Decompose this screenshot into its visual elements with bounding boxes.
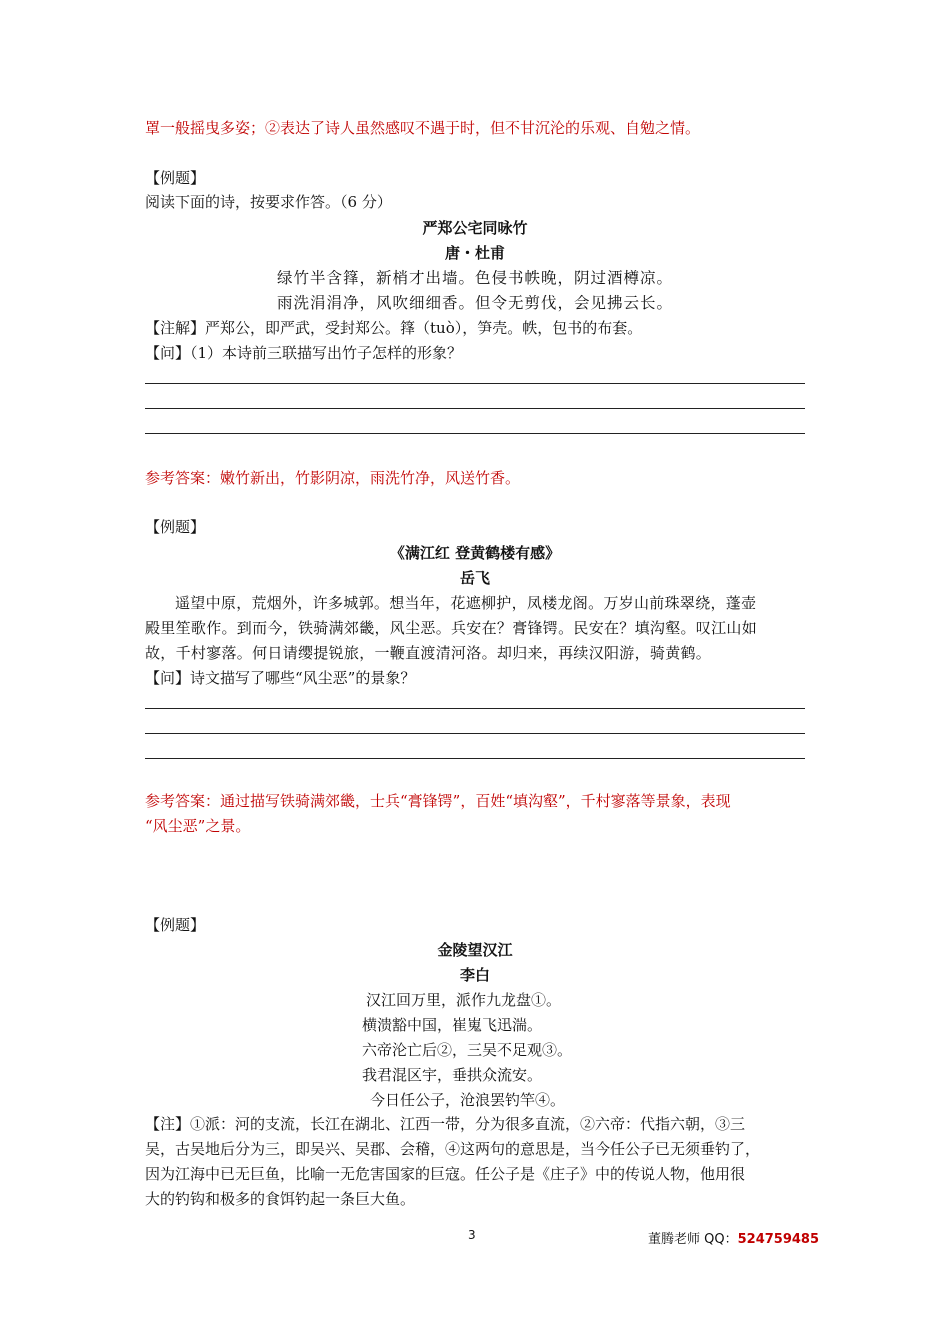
example-label-3: 【例题】 (145, 916, 206, 934)
poem-line: 横溃豁中国，崔嵬飞迅湍。 (362, 1016, 543, 1034)
footer-qq-number: 524759485 (737, 1232, 820, 1247)
note-3: 【注】①派：河的支流，长江在湖北、江西一带，分为很多直流，②六帝：代指六朝，③三 (145, 1115, 746, 1133)
poem-line: 汉江回万里，派作九龙盘①。 (366, 991, 562, 1009)
poem-line: 六帝沦亡后②，三吴不足观③。 (362, 1041, 573, 1059)
poem-line: 绿竹半含箨，新梢才出墙。色侵书帙晚，阴过酒樽凉。 (276, 269, 673, 287)
poem-author-1: 唐・杜甫 (444, 244, 505, 262)
question-1: 【问】（1）本诗前三联描写出竹子怎样的形象？ (145, 344, 463, 362)
answer-line (145, 758, 805, 759)
example-label-1: 【例题】 (145, 169, 206, 187)
poem-author-2: 岳飞 (459, 569, 490, 587)
answer-2-line2: “风尘恶”之景。 (145, 817, 251, 835)
note-1: 【注解】严郑公，即严武，受封郑公。箨（tuò），笋壳。帙，包书的布套。 (145, 319, 643, 337)
note-3: 因为江海中已无巨鱼，比喻一无危害国家的巨寇。任公子是《庄子》中的传说人物，他用很 (145, 1165, 746, 1183)
answer-line (145, 433, 805, 434)
answer-line (145, 733, 805, 734)
poem-title-1: 严郑公宅同咏竹 (422, 219, 528, 237)
poem-line: 我君混区宇，垂拱众流安。 (362, 1066, 543, 1084)
poem-line: 今日任公子，沧浪罢钓竿④。 (370, 1091, 566, 1109)
lyric-line: 遥望中原，荒烟外，许多城郭。想当年，花遮柳护，凤楼龙阁。万岁山前珠翠绕，蓬壶 (175, 594, 757, 612)
answer-line (145, 383, 805, 384)
poem-title-3: 金陵望汉江 (437, 941, 513, 959)
poem-author-3: 李白 (459, 966, 490, 984)
answer-line (145, 408, 805, 409)
poem-line: 雨洗涓涓净，风吹细细香。但令无剪伐，会见拂云长。 (276, 294, 673, 312)
note-3: 大的钓钩和极多的食饵钓起一条巨大鱼。 (145, 1190, 416, 1208)
intro-answer: 罩一般摇曳多姿；②表达了诗人虽然感叹不遇于时，但不甘沉沦的乐观、自勉之情。 (145, 119, 701, 137)
footer-contact (648, 1228, 819, 1247)
footer-teacher: 董腾老师 QQ： (648, 1232, 738, 1247)
question-2: 【问】诗文描写了哪些“风尘恶”的景象？ (145, 669, 416, 687)
answer-2-line1: 参考答案：通过描写铁骑满郊畿，士兵“膏锋锷”，百姓“填沟壑”，千村寥落等景象，表现 (145, 792, 731, 810)
note-3: 吴，古吴地后分为三，即吴兴、吴郡、会稽，④这两句的意思是，当今任公子已无须垂钓了， (145, 1140, 761, 1158)
poem-title-2: 《满江红 登黄鹤楼有感》 (389, 544, 561, 562)
instruction: 阅读下面的诗，按要求作答。（6 分） (145, 193, 392, 211)
example-label-2: 【例题】 (145, 518, 206, 536)
page-number: 3 (468, 1228, 476, 1242)
lyric-line: 故，千村寥落。何日请缨提锐旅，一鞭直渡清河洛。却归来，再续汉阳游，骑黄鹤。 (145, 644, 712, 662)
answer-line (145, 708, 805, 709)
lyric-line: 殿里笙歌作。到而今，铁骑满郊畿，风尘恶。兵安在？膏锋锷。民安在？填沟壑。叹江山如 (145, 619, 758, 637)
answer-1: 参考答案：嫩竹新出，竹影阴凉，雨洗竹净，风送竹香。 (145, 469, 521, 487)
